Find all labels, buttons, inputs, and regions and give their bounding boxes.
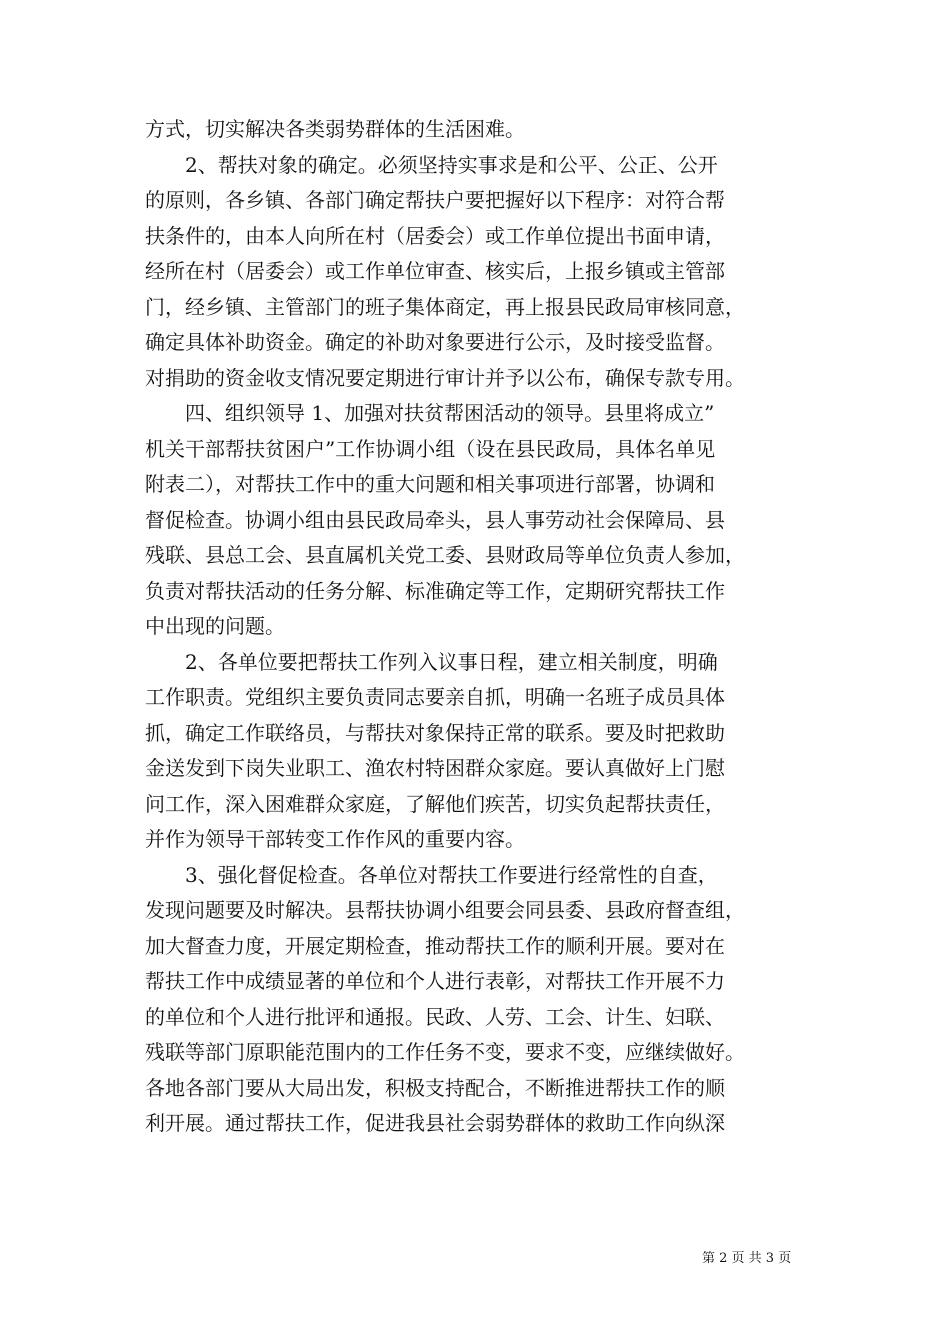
text-line: 残联等部门原职能范围内的工作任务不变，要求不变，应继续做好。 (145, 1040, 745, 1064)
text-line: 负责对帮扶活动的任务分解、标准确定等工作，定期研究帮扶工作 (145, 578, 725, 603)
text-line: 并作为领导干部转变工作作风的重要内容。 (145, 827, 525, 851)
text-line: 工作职责。党组织主要负责同志要亲自抓，明确一名班子成员具体 (145, 685, 725, 709)
text-line: 确定具体补助资金。确定的补助对象要进行公示，及时接受监督。 (145, 330, 725, 354)
text-line: 2、帮扶对象的确定。必须坚持实事求是和公平、公正、公开 (145, 152, 718, 177)
text-line: 机关干部帮扶贫困户”工作协调小组（设在县民政局，具体名单见 (145, 436, 716, 461)
text-line: 四、组织领导 1、加强对扶贫帮困活动的领导。县里将成立” (145, 401, 715, 425)
text-line: 附表二），对帮扶工作中的重大问题和相关事项进行部署，协调和 (145, 472, 715, 496)
text-line: 3、强化督促检查。各单位对帮扶工作要进行经常性的自查， (145, 862, 718, 887)
text-line: 经所在村（居委会）或工作单位审查、核实后，上报乡镇或主管部 (145, 259, 725, 283)
text-line: 的原则，各乡镇、各部门确定帮扶户要把握好以下程序：对符合帮 (145, 188, 725, 212)
text-line: 发现问题要及时解决。县帮扶协调小组要会同县委、县政府督查组， (145, 898, 745, 922)
text-line: 残联、县总工会、县直属机关党工委、县财政局等单位负责人参加， (145, 543, 745, 567)
text-line: 帮扶工作中成绩显著的单位和个人进行表彰，对帮扶工作开展不力 (145, 969, 725, 993)
text-line: 门，经乡镇、主管部门的班子集体商定，再上报县民政局审核同意， (145, 294, 745, 319)
text-line: 加大督查力度，开展定期检查，推动帮扶工作的顺利开展。要对在 (145, 933, 725, 958)
text-line: 扶条件的，由本人向所在村（居委会）或工作单位提出书面申请， (145, 223, 725, 248)
body-text (145, 112, 805, 1142)
text-line: 对捐助的资金收支情况要定期进行审计并予以公布，确保专款专用。 (145, 365, 745, 390)
text-line: 方式，切实解决各类弱势群体的生活困难。 (145, 117, 525, 141)
text-line: 2、各单位要把帮扶工作列入议事日程，建立相关制度，明确 (145, 649, 718, 674)
text-line: 抓，确定工作联络员，与帮扶对象保持正常的联系。要及时把救助 (145, 720, 725, 745)
text-line: 各地各部门要从大局出发，积极支持配合，不断推进帮扶工作的顺 (145, 1075, 725, 1100)
text-line: 金送发到下岗失业职工、渔农村特困群众家庭。要认真做好上门慰 (145, 756, 725, 780)
page-number-footer: 第 2 页 共 3 页 (702, 1251, 792, 1266)
text-line: 督促检查。协调小组由县民政局牵头，县人事劳动社会保障局、县 (145, 507, 725, 532)
text-line: 问工作，深入困难群众家庭，了解他们疾苦，切实负起帮扶责任， (145, 791, 725, 816)
text-line: 的单位和个人进行批评和通报。民政、人劳、工会、计生、妇联、 (145, 1004, 725, 1029)
text-line: 中出现的问题。 (145, 614, 285, 638)
text-line: 利开展。通过帮扶工作，促进我县社会弱势群体的救助工作向纵深 (145, 1111, 725, 1135)
